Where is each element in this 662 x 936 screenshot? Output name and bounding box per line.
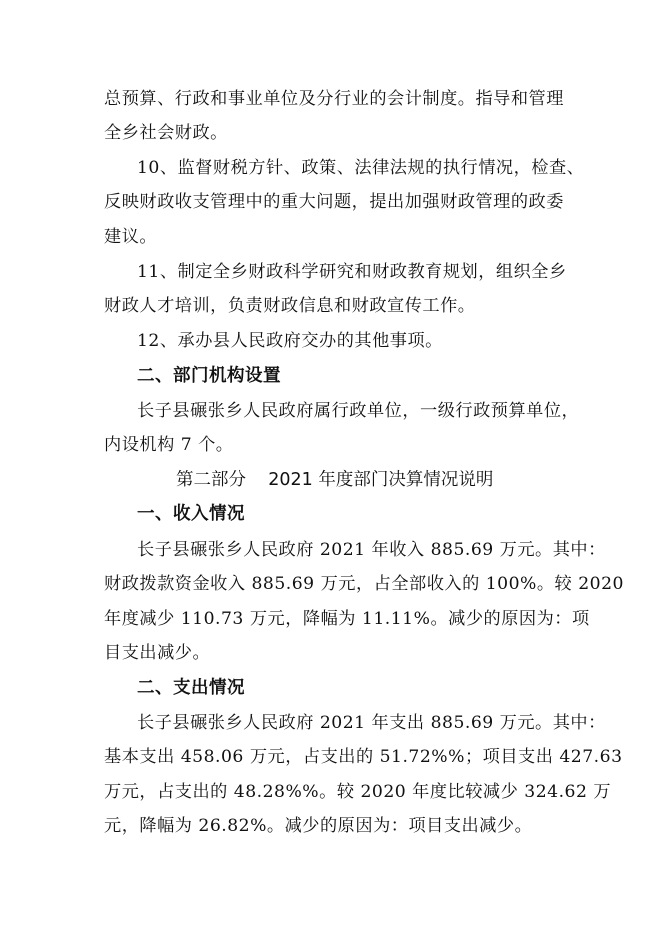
item-11-line: 11、制定全乡财政科学研究和财政教育规划，组织全乡 <box>137 262 567 282</box>
item-10-line: 反映财政收支管理中的重大问题，提出加强财政管理的政委 <box>104 192 564 212</box>
paragraph-line: 总预算、行政和事业单位及分行业的会计制度。指导和管理 <box>104 89 564 109</box>
section-heading-org: 二、部门机构设置 <box>137 366 281 386</box>
income-paragraph-line: 目支出减少。 <box>104 643 211 663</box>
section-heading-expense: 二、支出情况 <box>137 678 245 698</box>
paragraph-line: 全乡社会财政。 <box>104 123 228 143</box>
item-10-line: 10、监督财税方针、政策、法律法规的执行情况，检查、 <box>137 158 585 178</box>
org-paragraph-line: 长子县碾张乡人民政府属行政单位，一级行政预算单位， <box>137 401 580 421</box>
expense-paragraph-line: 万元，占支出的 48.28%%。较 2020 年度比较减少 324.62 万 <box>104 782 612 802</box>
org-paragraph-line: 内设机构 7 个。 <box>104 435 234 455</box>
item-12-line: 12、承办县人民政府交办的其他事项。 <box>137 331 443 351</box>
income-paragraph-line: 年度减少 110.73 万元，降幅为 11.11%。减少的原因为：项 <box>104 609 590 629</box>
expense-paragraph-line: 长子县碾张乡人民政府 2021 年支出 885.69 万元。其中： <box>137 713 606 733</box>
expense-paragraph-line: 元，降幅为 26.82%。减少的原因为：项目支出减少。 <box>104 816 533 836</box>
income-paragraph-line: 长子县碾张乡人民政府 2021 年收入 885.69 万元。其中： <box>137 540 606 560</box>
item-11-line: 财政人才培训，负责财政信息和财政宣传工作。 <box>104 296 476 316</box>
item-10-line: 建议。 <box>104 227 158 247</box>
section-heading-income: 一、收入情况 <box>137 504 245 524</box>
expense-paragraph-line: 基本支出 458.06 万元，占支出的 51.72%%；项目支出 427.63 <box>104 747 623 767</box>
part-two-title: 第二部分 2021 年度部门决算情况说明 <box>176 470 494 490</box>
income-paragraph-line: 财政拨款资金收入 885.69 万元，占全部收入的 100%。较 2020 <box>104 574 624 594</box>
